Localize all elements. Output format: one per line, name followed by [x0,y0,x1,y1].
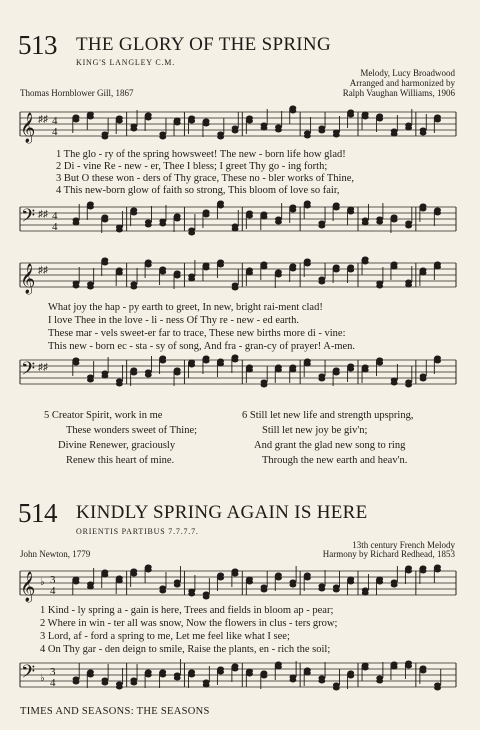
notehead [318,280,325,285]
author-credit: Thomas Hornblower Gill, 1867 [20,88,134,98]
notehead [174,583,181,588]
notehead [102,374,109,379]
stanza-6 [242,408,413,468]
svg-text:3: 3 [50,666,56,678]
lyric-line: What joy the hap - py earth to greet, In new, bright rai-ment clad! [48,302,323,313]
music-staff [0,655,480,695]
lyric-line: This new - born ec - sta - sy of song, And fra - gran-cy of prayer! A-men. [48,341,356,352]
notehead [116,119,123,124]
notehead [130,572,137,577]
notehead [203,359,210,364]
notehead [420,271,427,276]
hymn-number: 513 [18,30,57,60]
svg-text:𝄞: 𝄞 [20,264,36,293]
notehead [405,283,412,288]
notehead [246,271,253,276]
notehead [73,284,80,289]
lyric-line: 4 This new-born glow of faith so strong, This bloom of love so fair, [56,185,340,196]
lyric-line: 1 The glo - ry of the spring howsweet! The new - born life how glad! [56,149,346,160]
notehead [159,673,166,678]
notehead [188,277,195,282]
notehead [217,204,224,209]
notehead [174,274,181,279]
notehead [304,134,311,139]
notehead [73,680,80,685]
stanza-line: Through the new earth and heav'n. [262,455,408,466]
melody-credit: Melody, Lucy Broadwood [360,68,455,78]
svg-text:𝄞: 𝄞 [20,572,36,601]
lyric-line: 2 Di - vine Re - new - er, Thee I bless; I greet Thy go - ing forth; [56,161,328,172]
notehead [261,126,268,131]
stanza-5 [44,408,197,468]
notehead [246,672,253,677]
notehead [73,118,80,123]
notehead [376,580,383,585]
tune-name: KING'S LANGLEY C.M. [76,58,176,67]
notehead [304,204,311,209]
notehead [391,665,398,670]
notehead [304,262,311,267]
notehead [246,368,253,373]
notehead [362,115,369,120]
svg-text:4: 4 [52,221,58,233]
notehead [290,583,297,588]
notehead [246,214,253,219]
notehead [347,674,354,679]
notehead [405,664,412,669]
notehead [333,686,340,691]
notehead [102,681,109,686]
notehead [116,271,123,276]
notehead [87,205,94,210]
notehead [290,267,297,272]
notehead [102,218,109,223]
notehead [159,589,166,594]
notehead [188,363,195,368]
notehead [434,359,441,364]
notehead [434,686,441,691]
notehead [376,679,383,684]
notehead [232,129,239,134]
notehead [304,362,311,367]
lyric-line: 1 Kind - ly spring a - gain is here, Trees and fields in bloom ap - pear; [40,605,334,616]
notehead [159,270,166,275]
notehead [203,266,210,271]
notehead [159,135,166,140]
notehead [290,109,297,114]
music-staff [0,563,480,603]
notehead [174,121,181,126]
notehead [217,670,224,675]
notehead [376,117,383,122]
stanza-line: These wonders sweet of Thine; [66,425,198,436]
notehead [347,113,354,118]
notehead [102,135,109,140]
lyric-line: 3 Lord, af - ford a spring to me, Let me feel like what I see; [40,631,290,642]
notehead [73,361,80,366]
notehead [130,681,137,686]
notehead [116,579,123,584]
notehead [87,285,94,290]
notehead [333,588,340,593]
lyric-line: These mar - vels sweet-er far to trace, These new births more di - vine: [48,328,346,339]
notehead [232,667,239,672]
notehead [232,572,239,577]
svg-text:𝄢: 𝄢 [21,205,36,230]
notehead [391,381,398,386]
notehead [376,361,383,366]
notehead [362,260,369,265]
notehead [275,665,282,670]
notehead [188,231,195,236]
notehead [333,133,340,138]
lyric-line: 2 Where in win - ter all was snow, Now the flowers in clus - ters grow; [40,618,338,629]
notehead [116,382,123,387]
svg-text:𝄢: 𝄢 [21,661,36,686]
notehead [145,568,152,573]
notehead [362,221,369,226]
stanza-line: And grant the glad new song to ring [254,440,406,451]
svg-text:𝄢: 𝄢 [21,358,36,383]
notehead [405,383,412,388]
notehead [87,673,94,678]
svg-text:𝄞: 𝄞 [20,113,36,142]
music-staff [0,199,480,239]
music-staff [0,104,480,144]
svg-text:♭: ♭ [40,577,45,588]
notehead [290,208,297,213]
tune-name: ORIENTIS PARTIBUS 7.7.7.7. [76,527,199,536]
arranger-credit: Arranged and harmonized by [349,78,455,88]
notehead [275,273,282,278]
notehead [420,377,427,382]
author-credit: John Newton, 1779 [20,549,91,559]
notehead [203,595,210,600]
lyric-line: 4 On Thy gar - den deign to smile, Raise the plants, en - rich the soil; [40,644,331,655]
notehead [246,119,253,124]
music-staff [0,255,480,295]
notehead [87,115,94,120]
svg-text:♯♯: ♯♯ [38,265,48,276]
notehead [188,673,195,678]
notehead [318,377,325,382]
notehead [347,367,354,372]
notehead [116,685,123,690]
notehead [318,224,325,229]
notehead [275,128,282,133]
notehead [145,373,152,378]
svg-text:♯♯: ♯♯ [38,114,48,125]
notehead [333,371,340,376]
notehead [434,265,441,270]
svg-text:♭: ♭ [40,673,45,684]
notehead [145,223,152,228]
svg-text:4: 4 [50,677,56,689]
stanza-line: Divine Renewer, graciously [58,440,176,451]
notehead [145,263,152,268]
notehead [405,126,412,131]
notehead [420,207,427,212]
notehead [362,591,369,596]
notehead [420,131,427,136]
notehead [261,215,268,220]
page-footer: TIMES AND SEASONS: THE SEASONS [20,706,210,717]
notehead [261,383,268,388]
hymn-title: THE GLORY OF THE SPRING [76,34,331,55]
notehead [174,371,181,376]
notehead [434,118,441,123]
notehead [188,592,195,597]
notehead [217,362,224,367]
notehead [391,583,398,588]
stanza-line: Still let new joy be giv'n; [262,425,368,436]
notehead [304,671,311,676]
svg-text:4: 4 [52,210,58,222]
notehead [376,284,383,289]
notehead [217,263,224,268]
notehead [87,378,94,383]
harmony-credit: Harmony by Richard Redhead, 1853 [322,549,455,559]
notehead [420,669,427,674]
notehead [405,569,412,574]
music-staff [0,352,480,392]
svg-text:3: 3 [50,574,56,586]
notehead [246,580,253,585]
notehead [347,210,354,215]
notehead [420,569,427,574]
arranger-name: Ralph Vaughan Williams, 1906 [342,88,455,98]
notehead [405,224,412,229]
notehead [174,217,181,222]
notehead [376,220,383,225]
notehead [347,268,354,273]
notehead [232,286,239,291]
stanza-line: 5 Creator Spirit, work in me [44,410,163,421]
notehead [275,368,282,373]
notehead [203,213,210,218]
hymn-number: 514 [18,498,57,528]
notehead [261,265,268,270]
notehead [145,673,152,678]
notehead [318,129,325,134]
notehead [261,674,268,679]
svg-text:4: 4 [50,585,56,597]
notehead [318,587,325,592]
notehead [347,580,354,585]
notehead [130,211,137,216]
notehead [261,588,268,593]
svg-text:♯♯: ♯♯ [38,362,48,373]
notehead [333,268,340,273]
svg-text:♯♯: ♯♯ [38,209,48,220]
notehead [333,206,340,211]
stanza-line: 6 Still let new life and strength upspring, [242,410,414,421]
svg-text:4: 4 [52,126,58,138]
notehead [102,573,109,578]
notehead [434,568,441,573]
notehead [116,228,123,233]
notehead [73,221,80,226]
notehead [434,211,441,216]
notehead [217,135,224,140]
lyric-line: I love Thee in the love - li - ness Of Thy re - new - ed earth. [48,315,299,326]
notehead [87,585,94,590]
notehead [232,227,239,232]
notehead [362,368,369,373]
notehead [203,122,210,127]
melody-credit: 13th century French Melody [352,540,455,550]
notehead [391,218,398,223]
notehead [290,678,297,683]
notehead [232,358,239,363]
notehead [102,261,109,266]
notehead [203,683,210,688]
notehead [275,576,282,581]
notehead [159,359,166,364]
notehead [130,371,137,376]
notehead [318,679,325,684]
svg-text:4: 4 [52,115,58,127]
stanza-line: Renew this heart of mine. [66,455,175,466]
notehead [362,666,369,671]
notehead [275,220,282,225]
notehead [304,576,311,581]
notehead [130,285,137,290]
lyric-line: 3 But O these won - ders of Thy grace, These no - bler works of Thine, [56,173,355,184]
notehead [174,676,181,681]
notehead [73,580,80,585]
notehead [145,116,152,121]
notehead [391,265,398,270]
notehead [391,132,398,137]
notehead [188,119,195,124]
notehead [130,127,137,132]
notehead [159,222,166,227]
notehead [217,576,224,581]
notehead [290,368,297,373]
hymn-title: KINDLY SPRING AGAIN IS HERE [76,502,368,523]
